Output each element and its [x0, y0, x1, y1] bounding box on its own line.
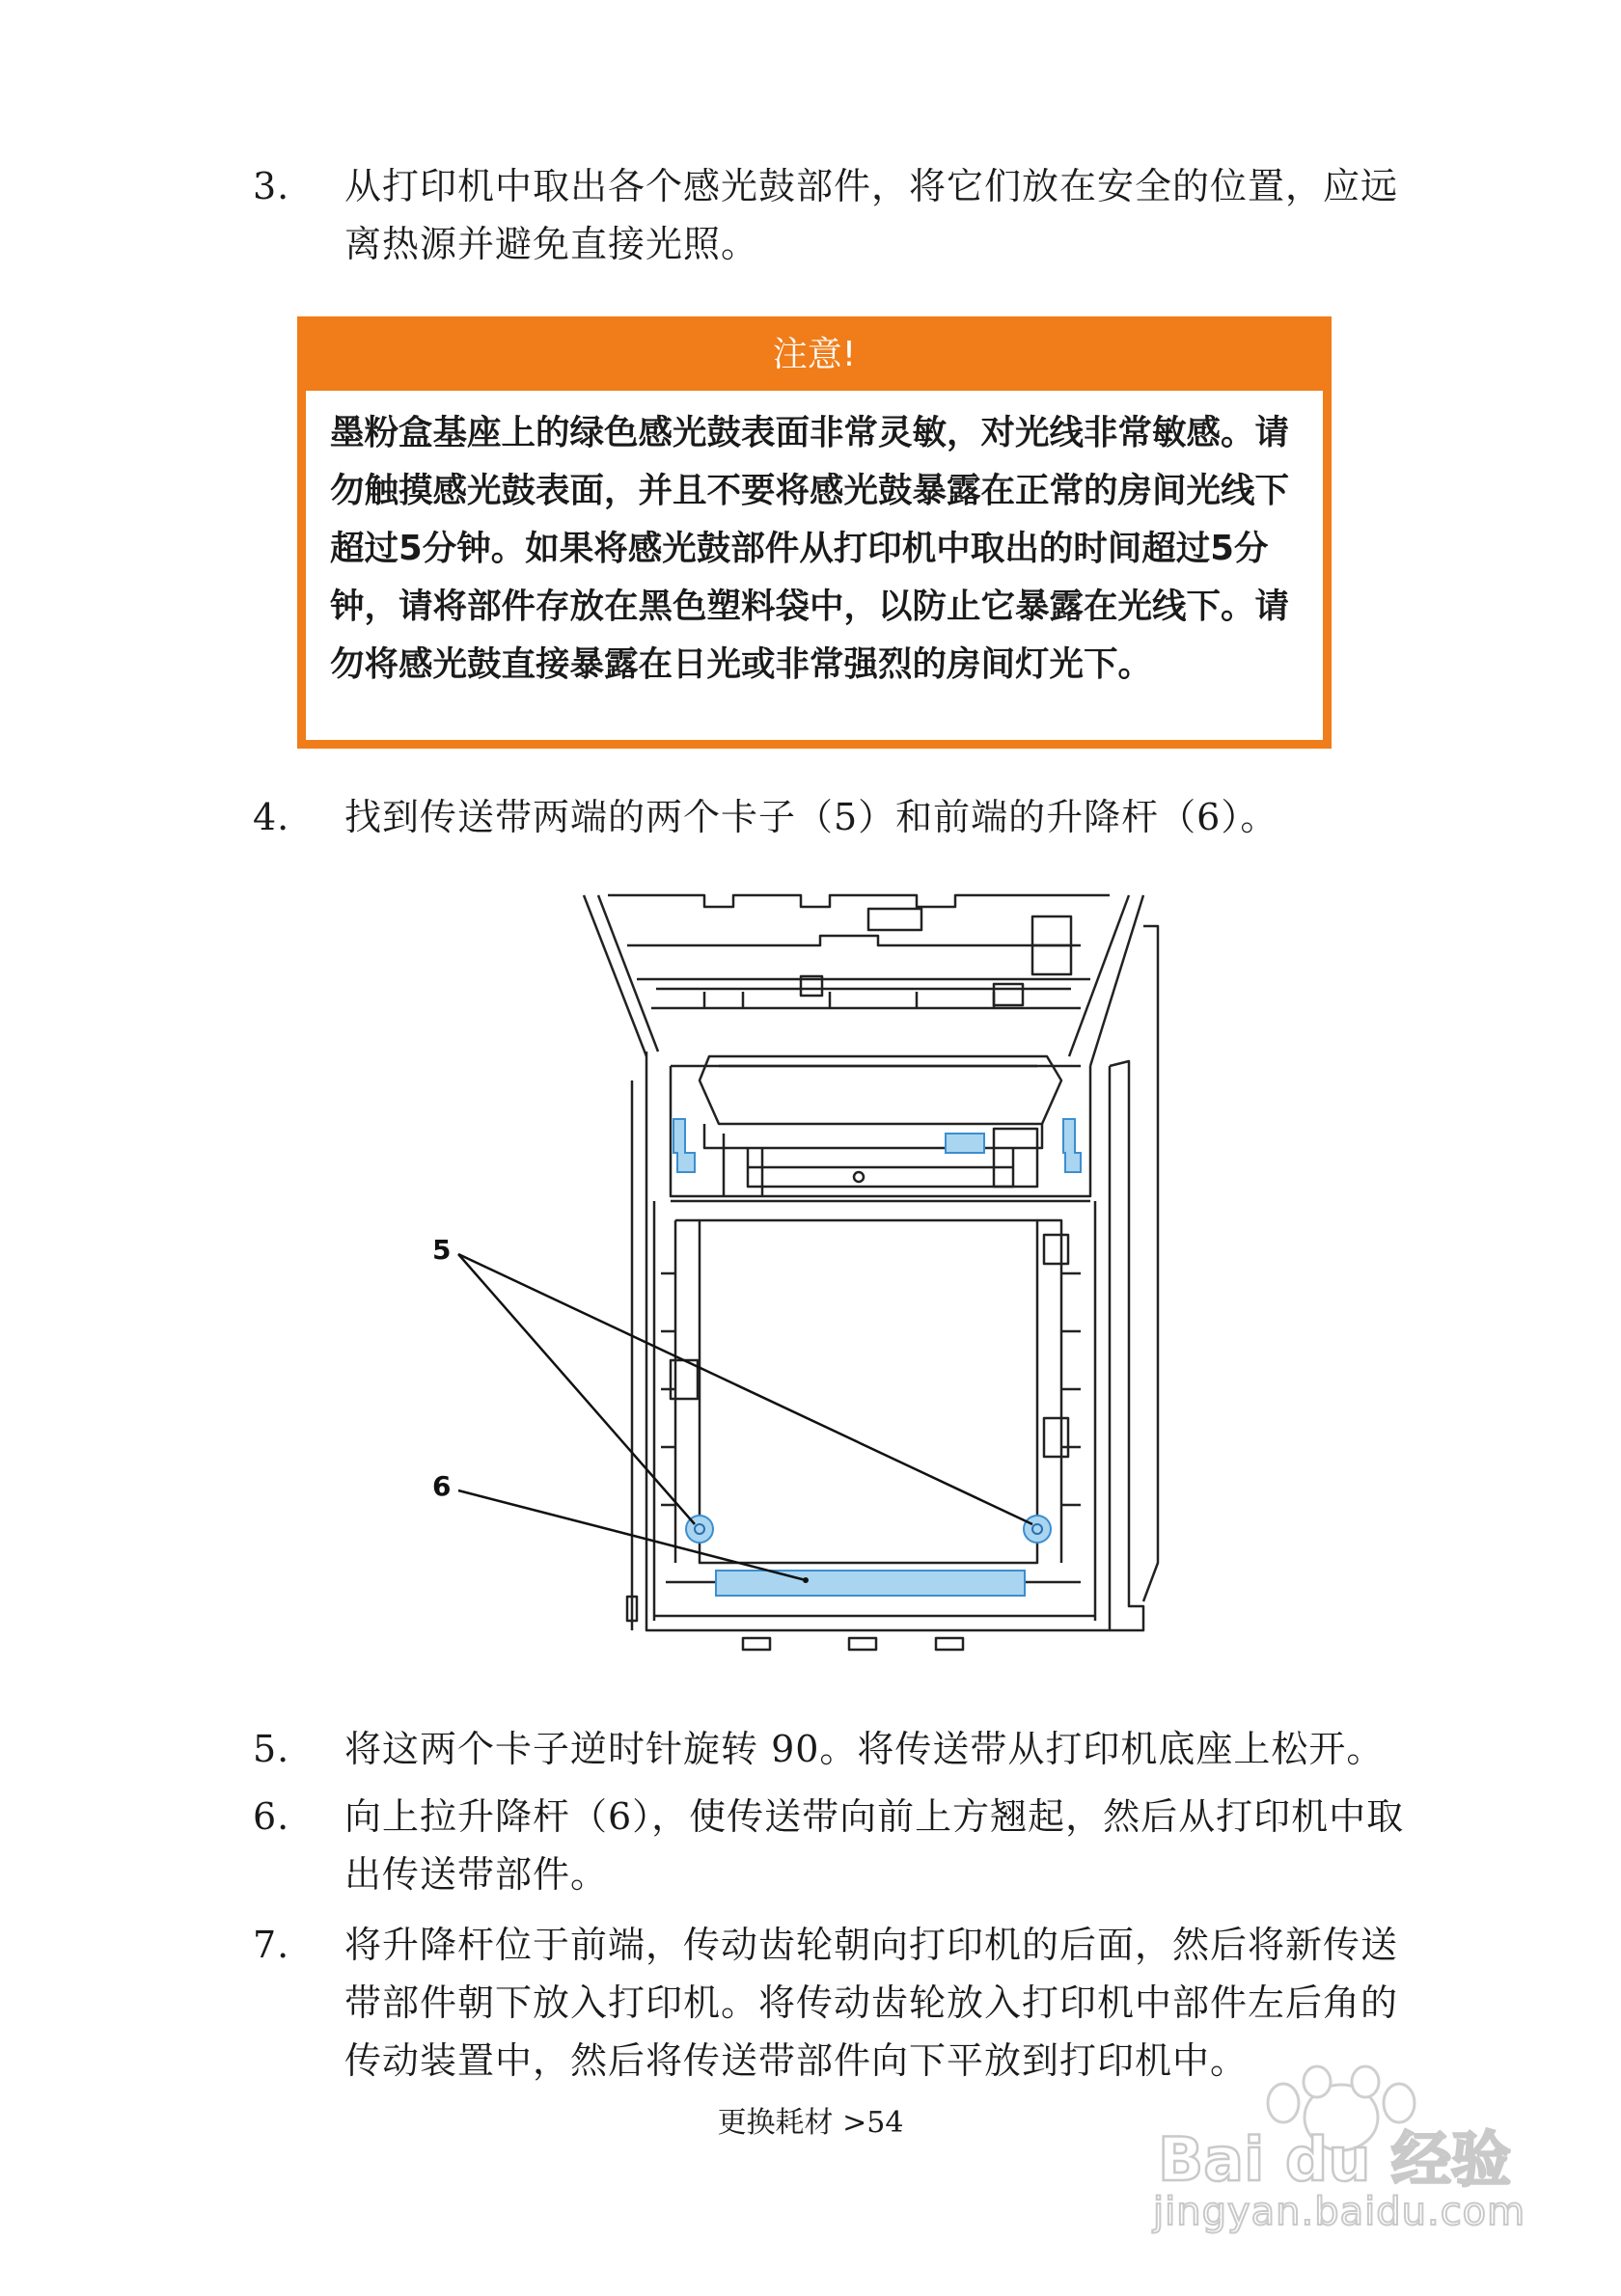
baidu-paw-logo [1139, 2064, 1544, 2277]
step-number: 4. [253, 796, 290, 838]
printer-belt-illustration [415, 888, 1206, 1659]
step-text: 向上拉升降杆（6），使传送带向前上方翘起，然后从打印机中取出传送带部件。 [344, 1795, 1405, 1896]
step-text: 将升降杆位于前端，传动齿轮朝向打印机的后面，然后将新传送带部件朝下放入打印机。将传动齿轮放入打印机中部件左后角的传动装置中，然后将传送带部件向下平放到打印机中。 [344, 1924, 1399, 2082]
step-text: 找到传送带两端的两个卡子（5）和前端的升降杆（6）。 [344, 796, 1278, 838]
caution-notice [297, 316, 1332, 749]
callout-5-label: 5 [432, 1234, 452, 1266]
step-number: 6. [253, 1795, 290, 1838]
callout-6-label: 6 [432, 1470, 452, 1502]
notice-title: 注意! [306, 325, 1323, 391]
step-text: 将这两个卡子逆时针旋转 90。将传送带从打印机底座上松开。 [344, 1728, 1385, 1770]
watermark-url: jingyan.baidu.com [1153, 2190, 1526, 2234]
step-number: 3. [253, 165, 290, 207]
page-footer: 更换耗材 >54 [717, 2106, 904, 2140]
step-text: 从打印机中取出各个感光鼓部件，将它们放在安全的位置，应远离热源并避免直接光照。 [344, 165, 1399, 265]
step-number: 5. [253, 1728, 290, 1770]
notice-body: 墨粉盒基座上的绿色感光鼓表面非常灵敏，对光线非常敏感。请勿触摸感光鼓表面，并且不要将感光鼓暴露在正常的房间光线下超过5分钟。如果将感光鼓部件从打印机中取出的时间超过5分钟，请将部件存放在黑色塑料袋中，以防止它暴露在光线下。请勿将感光鼓直接暴露在日光或非常强烈的房间灯光下。 [330, 413, 1290, 684]
step-number: 7. [253, 1924, 290, 1966]
watermark-brand: Bai du 经验 [1158, 2124, 1512, 2195]
